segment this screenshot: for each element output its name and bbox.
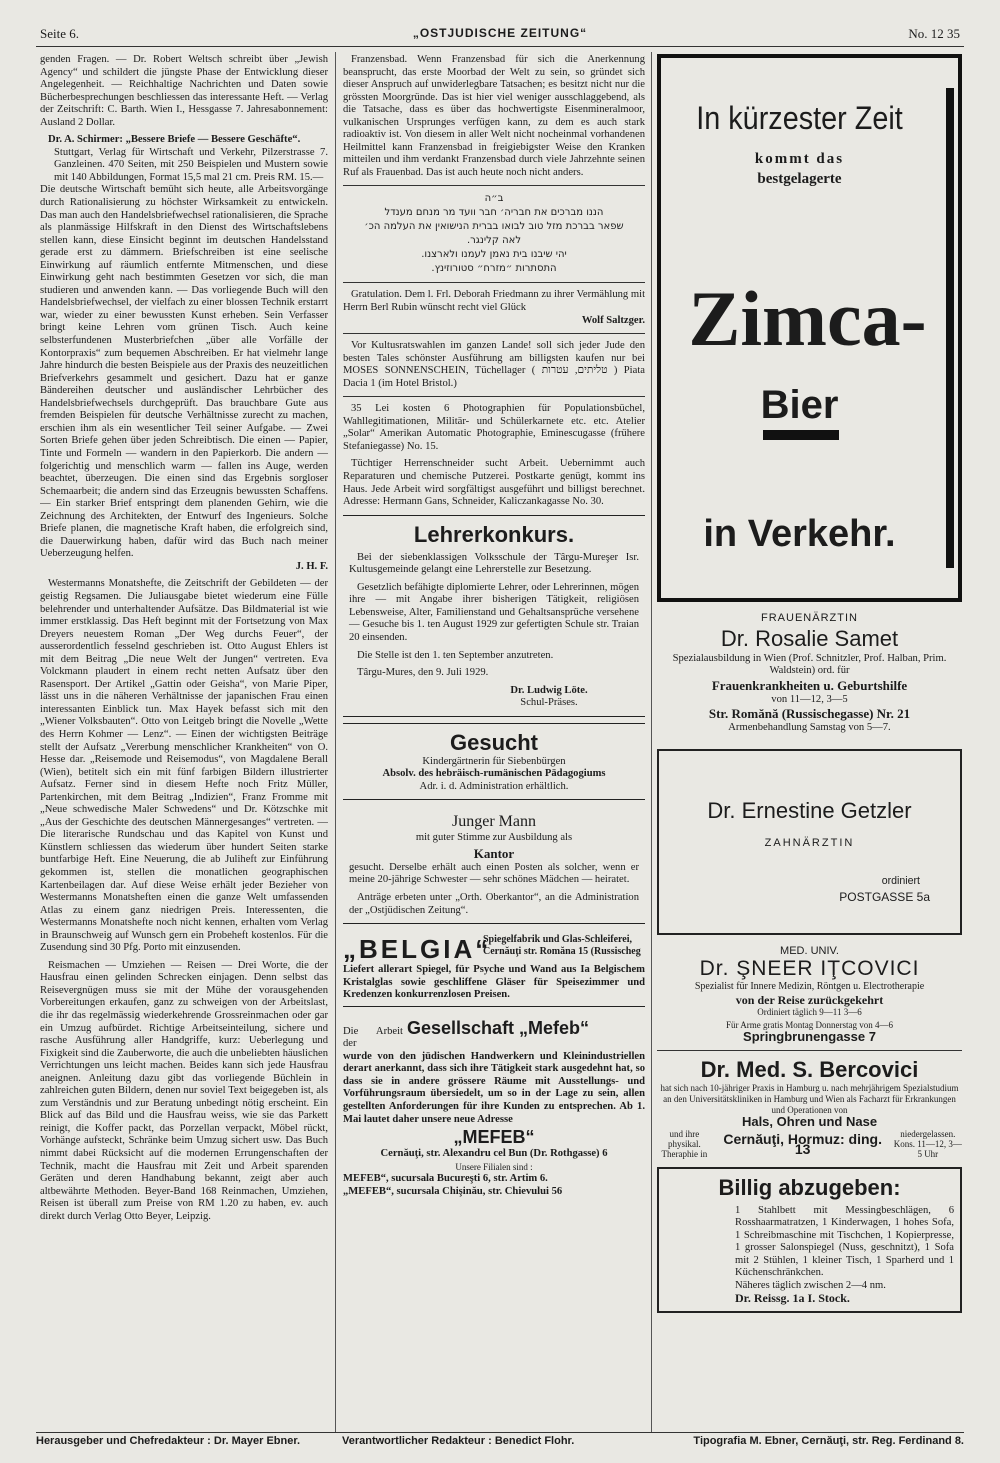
zimca-line-1: In kürzester Zeit: [696, 100, 903, 136]
junger-mann-title: Junger Mann: [452, 813, 536, 831]
mefeb-filialen: Unsere Filialen sind :: [455, 1161, 533, 1172]
gratulation-text: Gratulation. Dem l. Frl. Deborah Friedmann zu ihrer Vermählung mit Herrn Berl Rubin wünscht recht viel Glück: [343, 289, 645, 314]
hebrew-line: יהי שיבנו בית נאמן לעמנו ולארצנו.: [421, 249, 567, 261]
zimca-line-5: Bier: [760, 383, 839, 427]
ad-gesucht: [343, 723, 645, 801]
footer-rule: [36, 1432, 964, 1433]
ad-bercovici: [657, 1057, 962, 1159]
ad-herrenschneider: Tüchtiger Herrenschneider sucht Arbeit. Uebernimmt auch Reparaturen und chemische Putzerei. Postkarte genügt, kommt ins Haus. Jede Arbeit wird sorgfältigst ausgeführt und billigst berechnet. Adresse: Hermann Gans, Schneider, Kaliczankagasse No. 30.: [343, 458, 645, 508]
mefeb-filiale-1: MEFEB“, sucursala Bucureşti 6, str. Artim 6.: [343, 1173, 548, 1185]
footer-printer: Tipografia M. Ebner, Cernăuţi, str. Reg. Ferdinand 8.: [693, 1435, 964, 1447]
belgia-title: „BELGIA“: [343, 934, 492, 965]
itcovici-line-4: Für Arme gratis Montag Donnerstag von 4—6: [726, 1019, 893, 1030]
bercovici-line-3: und ihre physikal. Theraphie in: [661, 1128, 708, 1159]
separator: [343, 185, 645, 186]
review-schirmer-title: Dr. A. Schirmer: „Bessere Briefe — Bessere Geschäfte“.: [48, 134, 301, 146]
review-schirmer-info: Stuttgart, Verlag für Wirtschaft und Verkehr, Pilzerstrasse 7. Ganzleinen. 470 Seiten, mit 250 Beispielen und Mustern sowie mit 140 Abbildungen, Format 15,5 mal 21 cm. Preis RM. 15.—: [54, 146, 328, 183]
itcovici-label: MED. UNIV.: [780, 944, 839, 957]
lehrerkonkurs-body-1: Bei der siebenklassigen Volksschule der Târgu-Mureşer Isr. Kultusgemeinde gelangt eine Lehrerstelle zur Besetzung.: [349, 551, 639, 576]
newspaper-title: „OSTJUDISCHE ZEITUNG“: [412, 26, 588, 40]
decorative-bar: [763, 430, 839, 440]
lehrerkonkurs-signature: Dr. Ludwig Löte.: [510, 684, 588, 696]
ad-billig: [657, 1167, 962, 1313]
hebrew-line: הננו מברכים את חבריה׳ חבר וועד מר מנחם מענדל: [384, 207, 604, 219]
ad-lehrerkonkurs: [343, 515, 645, 717]
bercovici-name: Dr. Med. S. Bercovici: [700, 1057, 919, 1083]
column-3: [657, 54, 962, 1424]
notice-franzensbad: Franzensbad. Wenn Franzensbad für sich die Anerkennung beansprucht, das erste Moorbad der Welt zu sein, so gründet sich dieser Anspruch auf unwiderlegbare Tatsachen; es besitzt nicht nur die grössten Moorgründe. Das ist hier viel weniger ausschlaggebend, als die Tatsache, dass es über das hochwertigste Eisenmineralmoor, vulkanischen Ursprunges verfügen kann, zu dem es auch stark radioaktiv ist. Von diesem in aller Welt nicht nocheinmal vorhandenen Heilmittel kann Franzensbad in freigiebigster Weise den Kranken mitteilen und ihm verdankt Franzensbad durch viele Jahrzehnte seinen Ruf als Frauenbad. Das ist auch heute noch nicht anders.: [343, 54, 645, 178]
lehrerkonkurs-body-3: Die Stelle ist den 1. ten September anzutreten.: [357, 649, 554, 661]
itcovici-line-3: Ordiniert täglich 9—11 3—6: [757, 1007, 862, 1018]
junger-mann-line-1: mit guter Stimme zur Ausbildung als: [415, 832, 573, 844]
ad-kultusratswahlen: Vor Kultusratswahlen im ganzen Lande! soll sich jeder Jude den besten Tales schönster Ausführung am billigsten kaufen nur bei MOSES SONNENSCHEIN, Tüchellager ( טליתים, עטרות ) Piata Dacia 1 (im Hotel Bristol.): [343, 340, 645, 389]
getzler-role: ZAHNÄRZTIN: [764, 836, 855, 849]
bercovici-line-4: Cernăuţi, Hormuz: ding. 13: [723, 1130, 882, 1157]
hebrew-line: שפאר בברכת מזל טוב לבואו בברית הנישואין את העלמה הכ׳: [364, 221, 624, 233]
gesucht-line-3: Adr. i. d. Administration erhältlich.: [419, 780, 569, 792]
ad-mefeb: [343, 1013, 645, 1203]
samet-line-2: Frauenkrankheiten u. Geburtshilfe: [711, 677, 908, 693]
zimca-line-2: kommt das: [754, 151, 845, 167]
samet-name: Dr. Rosalie Samet: [720, 625, 899, 651]
bercovici-line-2: Hals, Ohren und Nase: [741, 1114, 878, 1130]
issue-number: No. 12 35: [908, 26, 960, 41]
footer: [36, 1435, 964, 1451]
gesucht-line-1: Kindergärtnerin für Siebenbürgen: [422, 755, 566, 767]
header-rule: [36, 46, 964, 47]
page-number: Seite 6.: [40, 26, 79, 41]
samet-line-5: Armenbehandlung Samstag von 5—7.: [728, 722, 891, 734]
review-schirmer-signature: J. H. F.: [295, 560, 328, 572]
hebrew-line: לאה קלינגר.: [466, 235, 522, 247]
separator: [657, 1050, 962, 1051]
hebrew-line: התסתרות ״מזרח״ סטורוזינץ.: [431, 263, 557, 275]
getzler-name: Dr. Ernestine Getzler: [707, 797, 912, 823]
itcovici-line-1: Spezialist für Innere Medizin, Röntgen u. Electrotherapie: [694, 981, 925, 993]
review-schirmer-body: Die deutsche Wirtschaft bemüht sich heute, alle Arbeitsvorgänge durch Rationalisierung zu höchster Wirksamkeit zu entwickeln. Das man auch den Handelsbriefwechsel rationalisieren, die Sprache als planmässige Hilfskraft in den Dienst des Wirtschaftslebens stellen kann, diese Einsicht beginnt im deutschen Handelsstand gerade erst zu dämmern. Briefschreiben ist eine seelische Einwirkung auf räumlich entfernte Mitmenschen, und diese Einwirkung geht nach bestimmten Gesetzen vor sich, die man studieren und anwenden kann. — Das vorliegende Buch will den Handelsbriefwechsel, der vielfach zu einer blossen Technik erstarrt war, wieder zu einer bewussten Kunst erheben. Sein Verfasser bringt keine Lehren vom grünen Tisch. Auch keine selbsterfundenen Musterbriefchen „über alle Vorfälle der Kontorpraxis“ zum bequemen Abschreiben. Er hat vielmehr lange Jahre hindurch die besten Beispiele aus der Praxis des neuzeitlichen Briefverkehrs gesammelt und gesichert. Dazu hat er ganze Bändereihen deutscher und ausländischer Lehrbücher des Handelsbriefwechsels durchgeprüft. Das brauchbare Gute aus fremden Beispielen für deutsche Verhältnisse zurecht zu machen, erschien ihm als ein wesentlicher Teil seiner Aufgabe. — Zwei Sorten Briefe gehen über jeden Schreibtisch. Die einen — Papier, Tinte und Formeln — wandern in den Papierkorb. Die andern — folgerichtig und menschlich warm — fallen ins Auge, werden beachtet, überzeugen. Die einen sind das Ergebnis sorgloser Schemaarbeit; die andern sind das Erzeugnis bewussten Schaffens. — Ein starker Brief entspringt dem planenden Gehirn, wie die Zeichnung des Architekten, der Entwurf des Ingenieurs. Solche Briefe planen, die magnetische Kraft haben, die erfolgreich sind, die Dauerwirkung haben, dafür wird das Buch nach meiner Ueberzeugung helfen.: [40, 184, 328, 560]
lehrerkonkurs-role: Schul-Präses.: [520, 697, 578, 709]
samet-label: FRAUENÄRZTIN: [761, 612, 858, 624]
getzler-line-2: POSTGASSE 5a: [839, 889, 930, 904]
review-reinmachen: Reismachen — Umziehen — Reisen — Drei Worte, die der Hausfrau einen gelinden Schrecken einjagen. Denn selbst das Reisevergnügen muss sie mit der Mühe der vorausgehenden Vorbereitungen erkaufen, ganz zu schweigen von der Arbeitslast, die ihr das regelmässig wiederkehrende Grossreinmachen oder gar ein Umzug aufbürdet. Richtige Arbeitseinteilung, sichere und rasche Ausführung aller Handgriffe, kurz: Ueberlegung und Fixigkeit sind die Zauberworte, die auch die unbeliebten häuslichen Verrichtungen uns leicht machen. Beides kann sich jede Hausfrau aneignen. Anleitung dazu gibt das vorliegende Büchlein in zahlreichen guten Bildern, denen nur soviel Text beigegeben ist, als zum Verständnis und zur Beratung unbedingt nötig erscheint. Ein Blick auf das Bild und die Hausfrau weiss, wie sie das Parkett reinigt, die Koffer packt, das Porzellan verpackt, Möbel rückt, Vorhänge aufsteckt, Schränke beim Umzug sichert usw. Das Buch nimmt dabei Rücksicht auf die modernen Errungenschaften der Technik, macht die Hausfrau mit Zeit und Arbeit sparenden Geräten und deren Handhabung bekannt, zeigt aber auch altbewährte Methoden. Beyer-Band 168 Reinmachen, Umziehen, Reisen ist überall zum Preise von RM 1.20 zu haben, ev. auch direkt durch Verlag Otto Beyer, Leipzig.: [40, 959, 328, 1222]
review-jewish-agency: genden Fragen. — Dr. Robert Weltsch schreibt über „Jewish Agency“ und schildert die jüngste Phase der Entwicklung dieser Angelegenheit. — Reichhaltige Nachrichten und Daten sowie Bücherbesprechungen beschliessen das interessante Heft. — Verlag der Zeitschrift: C. Barth. Wien I., Hessgasse 7. Jahresabonnement: Ausland 2 Dollar.: [40, 54, 328, 128]
ad-getzler: [657, 749, 962, 935]
ad-photo-solar: 35 Lei kosten 6 Photographien für Populationsbüchel, Wahllegitimationen, Militär- und Schülerkarnete etc. etc. Atelier „Solar“ Amerikan Automatic Photographie, Eminescugasse (frühere Stefaniegasse) No. 15.: [343, 403, 645, 452]
separator: [343, 396, 645, 397]
footer-publisher: Herausgeber und Chefredakteur : Dr. Mayer Ebner.: [36, 1435, 301, 1447]
ad-zimca-bier: [657, 54, 962, 602]
zimca-line-3: bestgelagerte: [757, 171, 842, 187]
footer-editor: Verantwortlicher Redakteur : Benedict Flohr.: [342, 1435, 575, 1447]
gratulation-signature: Wolf Saltzger.: [581, 314, 645, 326]
running-header: [36, 24, 964, 44]
zimca-line-6: in Verkehr.: [703, 513, 896, 555]
ad-junger-mann: [343, 806, 645, 924]
separator: [343, 282, 645, 283]
review-schirmer: [40, 134, 328, 147]
gesucht-title: Gesucht: [449, 729, 539, 755]
column-divider-2: [651, 52, 652, 1433]
lehrerkonkurs-title: Lehrerkonkurs.: [413, 521, 575, 547]
bercovici-line-1: hat sich nach 10-jähriger Praxis in Hamburg u. nach mehrjährigem Spezialstudium an den Universitätskliniken in Hamburg und Wien als Facharzt für Erkrankungen und Operationen von: [660, 1083, 959, 1116]
mefeb-pre: Die Arbeit der: [343, 1025, 403, 1050]
ad-itcovici: [657, 945, 962, 1044]
itcovici-name: Dr. ŞNEER IŢCOVICI: [699, 957, 920, 981]
junger-mann-line-2: Kantor: [473, 845, 515, 861]
billig-line-2: Näheres täglich zwischen 2—4 nm.: [735, 1279, 886, 1291]
ad-samet: [657, 612, 962, 735]
hebrew-congratulation: [343, 192, 645, 276]
belgia-side: Spiegelfabrik und Glas-Schleiferei, Cernăuţi str. Romăna 15 (Russischeg: [483, 934, 641, 958]
notice-gratulation: [343, 289, 645, 314]
samet-line-1: Spezialausbildung in Wien (Prof. Schnitzler, Prof. Halban, Prim. Waldstein) ord. für: [672, 652, 947, 677]
itcovici-line-2: von der Reise zurückgekehrt: [735, 992, 884, 1007]
junger-mann-line-4: Anträge erbeten unter „Orth. Oberkantor“, an die Administration der „Ostjüdischen Zeitung“.: [349, 891, 639, 916]
bercovici-line-5: niedergelassen. Kons. 11—12, 3—5 Uhr: [893, 1128, 962, 1159]
mefeb-body: wurde von den jüdischen Handwerkern und Kleinindustriellen derart anerkannt, dass sich ihre Tätigkeit stark ausgedehnt hat, so dass sie in andere grössere Räume mit Ausstellungs- und Vorführungsraum übersiedelt, um so in der Lage zu sein, allen gestellten Anforderungen für ihre Kunden zu entsprechen. Ab 1. Mai lautet daher unsere neue Adresse: [343, 1050, 645, 1125]
samet-line-3: von 11—12, 3—5: [771, 693, 848, 705]
mefeb-address: Cernăuţi, str. Alexandru cel Bun (Dr. Rothgasse) 6: [380, 1148, 608, 1160]
column-2: [343, 54, 645, 1424]
separator: [343, 333, 645, 334]
billig-line-3: Dr. Reissg. 1a I. Stock.: [735, 1291, 850, 1306]
junger-mann-line-3: gesucht. Derselbe erhält auch einen Posten als solcher, wenn er meine 20-jährige Schwester — sehr schönes Mädchen — heiratet.: [349, 861, 639, 886]
lehrerkonkurs-body-2: Gesetzlich befähigte diplomierte Lehrer, oder Lehrerinnen, mögen ihre — mit Angabe ihrer bisherigen Tätigkeit, religiösen Lebensweise, Alter, Familienstand und Gehaltsansprüche versehene — Gesuche bis 1. ten August 1929 zur gefertigten Schule str. Traian 20 einsenden.: [349, 581, 639, 643]
hebrew-line: ב״ה: [484, 193, 504, 205]
billig-body: 1 Stahlbett mit Messingbeschlägen, 6 Rosshaarmatratzen, 1 Kinderwagen, 1 hohes Sofa, 1 Schreibmaschine mit Tischchen, 1 Kopierpresse, 1 grosser Salonspiegel (Nuss, geschnitzt), 1 Sofa mit 2 Stühlen, 1 kleiner Tisch, 1 Sparherd und 1 Küchenschränkchen.: [735, 1204, 954, 1279]
mefeb-title: Gesellschaft „Mefeb“: [407, 1017, 590, 1038]
zimca-line-4: Zimca-: [688, 275, 927, 362]
billig-title: Billig abzugeben:: [718, 1174, 901, 1200]
gesucht-line-2: Absolv. des hebräisch-rumänischen Pädagogiums: [382, 768, 606, 780]
mefeb-filiale-2: „MEFEB“, sucursala Chişinău, str. Chievului 56: [343, 1185, 563, 1197]
itcovici-line-5: Springbrunengasse 7: [743, 1029, 876, 1045]
mefeb-name: „MEFEB“: [453, 1127, 535, 1148]
column-divider-1: [335, 52, 336, 1433]
getzler-line-1: ordiniert: [881, 874, 920, 887]
column-1: [40, 54, 328, 1424]
samet-line-4: Str. Romănă (Russischegasse) Nr. 21: [708, 706, 911, 722]
lehrerkonkurs-date: Târgu-Mures, den 9. Juli 1929.: [357, 667, 489, 679]
review-westermann: Westermanns Monatshefte, die Zeitschrift der Gebildeten — der geistig Regsamen. Die Juliausgabe bietet wiederum eine Fülle belehrender und unterhaltender Aufsätze. Das Bildmaterial ist wie immer erstklassig. Das Heft beginnt mit der Fortsetzung von Max Dreyers neuestem Roman „Der Weg durchs Feuer“, der ausserordentlich fesselnd geschrieben ist. Otto August Ehlers ist mit dem Beitrag „Die neue Welt der Jungen“ vertreten. Eva Volckmann plaudert in einem recht netten Aufsatz über den Rasensport. Der Artikel „Gattin oder Geisha“, von Marie Piper, lässt uns in die näheren Verhältnisse der japanischen Frau einen interessanten Einblick tun. Max Hayek befasst sich mit den „Wiener Volksbauten“. Otto von Leitgeb bringt die Novelle „Wette des Herrn Kohmer — Lenz“. — Einen der wichtigsten Beiträge stellt der Aufsatz „Vererbung menschlicher Krankheiten“ von O. Hesse dar. „Reisemode und Reisemodus“, von Magdalene Berall (Wien), betitelt sich ein mit fünf farbigen Bildern illustrierter Aufsatz. Ferner sind in diesem Hefte noch Fritz Müller, Partenkirchen, mit dem Beitrag „Indizien“, Franz Fromme mit „Neue schwedische Maler Schwedens“ und Dr. Kötzschke mit „Aus der Geschichte des deutschen Männergesanges“ vertreten. — Die literarische Rundschau und das Kapitel von Kunst und Künstlern schliessen das wiederum über hundert Seiten starke buntfarbige Heft. Eine Neuerung, die ab Juliheft zur Einführung gekommen ist, stellen die monatlichen geographischen Kartenbeilagen dar. Auf diese Weise erhält jeder Bezieher von Westermanns Monatsheften einen die ganze Welt umfassenden Atlas zu einem ganz niedrigen Preis. Interessenten, die Westermanns Monatshefte noch nicht kennen, erhalten vom Verlag in Braunschweig auf Wunsch gern ein Probeheft kostenlos. Für die Zusendung sind 30 Pfg. Porto mit einzusenden.: [40, 578, 328, 954]
ad-belgia: [343, 930, 645, 1007]
belgia-body: Liefert allerart Spiegel, für Psyche und Wand aus Ia Belgischem Kristalglas sowie geschliffene Gläser für Speisezimmer und Kredenzen konkurrenzlosen Preisen.: [343, 964, 645, 1001]
